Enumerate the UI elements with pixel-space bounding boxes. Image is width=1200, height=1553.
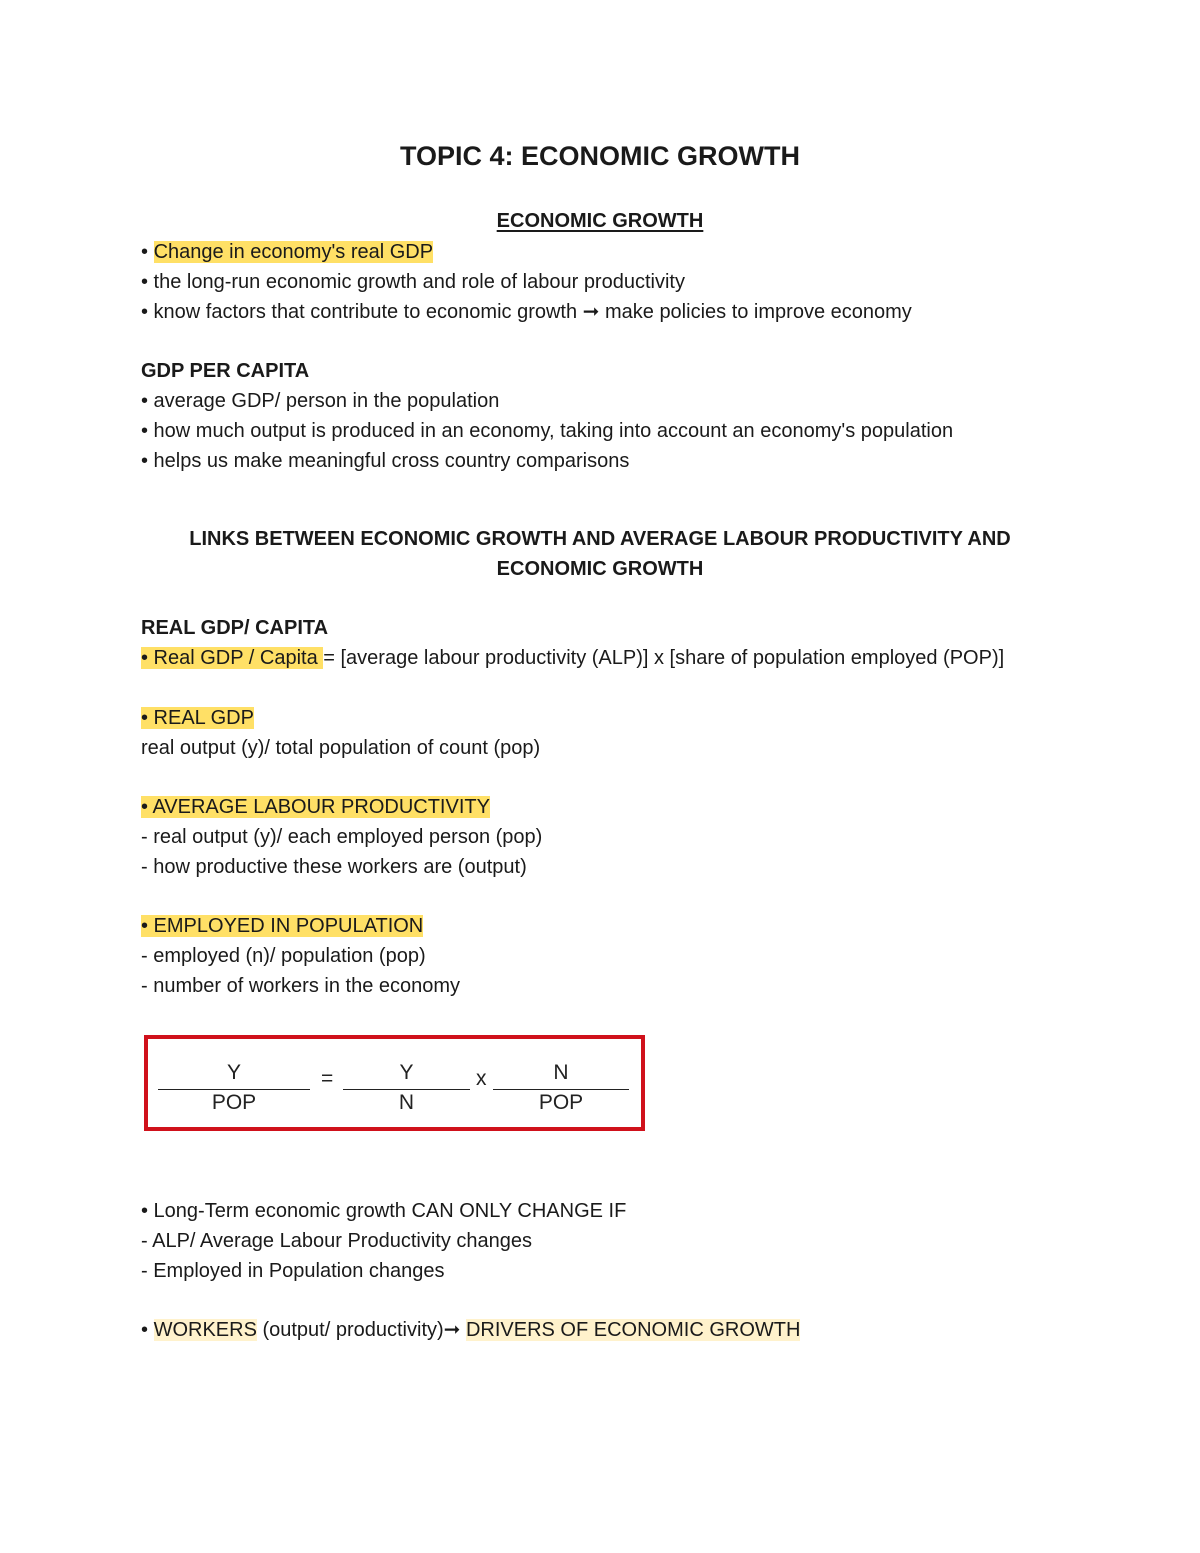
multiply-sign: x [476,1067,487,1090]
drivers-line: • WORKERS (output/ productivity)➞ DRIVERS OF ECONOMIC GROWTH [141,1319,801,1341]
highlighted-text: DRIVERS OF ECONOMIC GROWTH [465,1319,801,1341]
heading-real-gdp: • REAL GDP [141,707,254,729]
fraction-bar [158,1089,310,1090]
employed-line-2: - number of workers in the economy [141,975,461,997]
fraction-y-over-n: Y N [343,1061,470,1121]
bullet-know-factors: • know factors that contribute to economic growth ➞ make policies to improve economy [141,301,912,323]
highlighted-text: • Real GDP / Capita [141,647,324,669]
bullet-long-run: • the long-run economic growth and role of labour productivity [141,271,685,293]
long-term-growth-line: • Long-Term economic growth CAN ONLY CHANGE IF [141,1200,627,1222]
highlighted-text: WORKERS [153,1319,257,1341]
highlighted-text: Change in economy's real GDP [153,241,434,263]
equals-sign: = [321,1067,334,1090]
section-heading-economic-growth: ECONOMIC GROWTH [496,210,704,232]
employed-line-1: - employed (n)/ population (pop) [141,945,426,967]
alp-line-2: - how productive these workers are (output) [141,856,527,878]
heading-real-gdp-capita: REAL GDP/ CAPITA [141,617,329,639]
section-heading-links-line1: LINKS BETWEEN ECONOMIC GROWTH AND AVERAGE LABOUR PRODUCTIVITY AND [189,528,1011,550]
alp-line-1: - real output (y)/ each employed person (pop) [141,826,543,848]
fraction-bar [343,1089,470,1090]
bullet-output-produced: • how much output is produced in an economy, taking into account an economy's population [141,420,954,442]
formula-box [144,1035,645,1131]
bullet-change-real-gdp: • Change in economy's real GDP [141,241,434,263]
fraction-n-over-pop: N POP [493,1061,629,1121]
heading-average-labour-productivity: • AVERAGE LABOUR PRODUCTIVITY [141,796,490,818]
fraction-bar [493,1089,629,1090]
bullet-average-gdp: • average GDP/ person in the population [141,390,500,412]
alp-changes-line: - ALP/ Average Labour Productivity changes [141,1230,532,1252]
fraction-y-over-pop: Y POP [158,1061,310,1121]
section-heading-links-line2: ECONOMIC GROWTH [496,558,704,580]
heading-employed-in-population: • EMPLOYED IN POPULATION [141,915,424,937]
real-gdp-capita-formula: • Real GDP / Capita = [average labour productivity (ALP)] x [share of population employed (POP)] [141,647,1005,669]
real-gdp-definition: real output (y)/ total population of count (pop) [141,737,541,759]
employed-changes-line: - Employed in Population changes [141,1260,445,1282]
page-title: TOPIC 4: ECONOMIC GROWTH [399,141,800,171]
section-heading-gdp-per-capita: GDP PER CAPITA [141,360,310,382]
bullet-comparisons: • helps us make meaningful cross country comparisons [141,450,630,472]
